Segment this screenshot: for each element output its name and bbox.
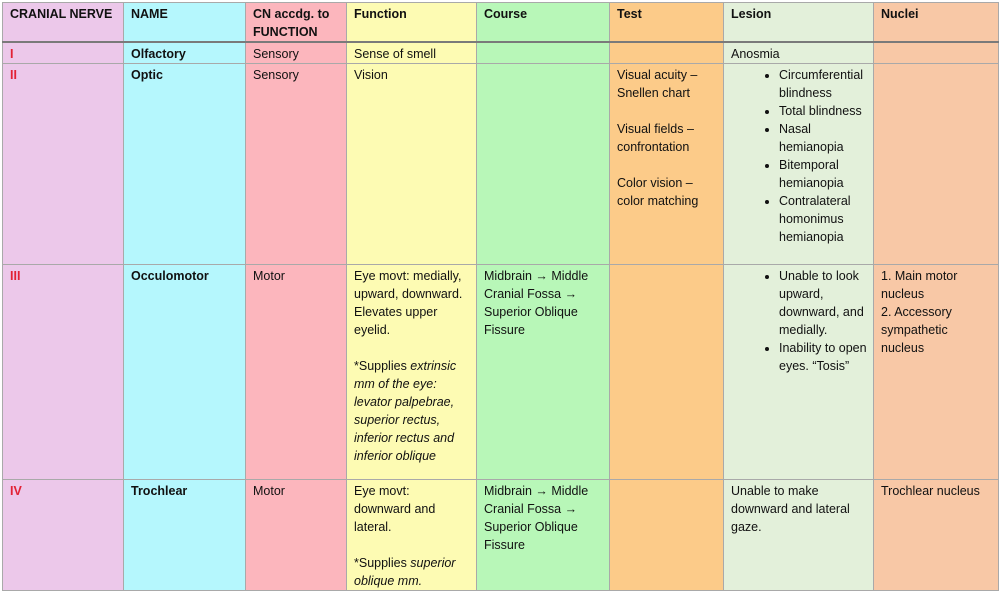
cranial-nerves-table-container xyxy=(2,2,999,591)
function-note-italic: extrinsic mm of the eye: levator palpebrae, superior rectus, inferior rectus and inferior oblique xyxy=(354,359,457,463)
lesion-item: • Bitemporal hemianopia xyxy=(779,156,867,192)
function-text: Eye movt: downward and lateral. xyxy=(354,484,436,534)
function-text: Eye movt: medially, upward, downward. Elevates upper eyelid. xyxy=(354,269,463,337)
function-note xyxy=(354,357,470,465)
header-cn-function: CN accdg. to FUNCTION xyxy=(246,3,347,43)
lesion-item: • Inability to open eyes. “Tosis” xyxy=(779,339,867,375)
lesion-item: • Contralateral homonimus hemianopia xyxy=(779,192,867,246)
nerve-function xyxy=(347,265,477,480)
header-course: Course xyxy=(477,3,610,43)
table-row xyxy=(3,480,999,591)
lesion-list xyxy=(731,267,867,375)
lesion-item: • Circumferential blindness xyxy=(779,66,867,102)
function-text: Vision xyxy=(354,68,388,82)
table-row xyxy=(3,265,999,480)
table-row xyxy=(3,42,999,64)
nerve-nuclei xyxy=(874,480,999,591)
test-item: Visual fields – confrontation xyxy=(617,122,694,154)
header-function: Function xyxy=(347,3,477,43)
header-cranial-nerve: CRANIAL NERVE xyxy=(3,3,124,43)
test-item: Visual acuity – Snellen chart xyxy=(617,68,698,100)
nerve-lesion: Anosmia xyxy=(724,42,874,64)
header-lesion: Lesion xyxy=(724,3,874,43)
nerve-numeral: III xyxy=(3,265,124,480)
nerve-cn-function: Motor xyxy=(246,265,347,480)
header-nuclei: Nuclei xyxy=(874,3,999,43)
header-name: NAME xyxy=(124,3,246,43)
nerve-course xyxy=(477,42,610,64)
nerve-nuclei xyxy=(874,64,999,265)
lesion-item: • Total blindness xyxy=(779,102,867,120)
header-row xyxy=(3,3,999,43)
function-text: Sense of smell xyxy=(354,47,436,61)
function-note xyxy=(354,554,470,590)
nuclei-item: 1. Main motor nucleus xyxy=(881,269,958,301)
cranial-nerves-table xyxy=(2,2,999,591)
nerve-name: Trochlear xyxy=(124,480,246,591)
nerve-numeral: IV xyxy=(3,480,124,591)
nerve-test xyxy=(610,265,724,480)
nerve-name: Optic xyxy=(124,64,246,265)
nuclei-item: Trochlear nucleus xyxy=(881,484,980,498)
lesion-item: • Nasal hemianopia xyxy=(779,120,867,156)
nerve-test xyxy=(610,480,724,591)
header-test: Test xyxy=(610,3,724,43)
function-note-prefix: *Supplies xyxy=(354,359,411,373)
nerve-nuclei xyxy=(874,42,999,64)
lesion-item: • Unable to look upward, downward, and medially. xyxy=(779,267,867,339)
nerve-function xyxy=(347,42,477,64)
nerve-course xyxy=(477,64,610,265)
nerve-name: Olfactory xyxy=(124,42,246,64)
nerve-function xyxy=(347,64,477,265)
nerve-course: Midbrain → Middle Cranial Fossa → Superior Oblique Fissure xyxy=(477,480,610,591)
nerve-numeral: II xyxy=(3,64,124,265)
nerve-name: Occulomotor xyxy=(124,265,246,480)
function-note-italic: superior oblique mm. xyxy=(354,556,456,588)
nerve-course: Midbrain → Middle Cranial Fossa → Superior Oblique Fissure xyxy=(477,265,610,480)
nerve-nuclei xyxy=(874,265,999,480)
lesion-list xyxy=(731,66,867,246)
nerve-cn-function: Motor xyxy=(246,480,347,591)
nerve-function xyxy=(347,480,477,591)
nerve-test xyxy=(610,64,724,265)
nerve-cn-function: Sensory xyxy=(246,64,347,265)
nerve-lesion xyxy=(724,265,874,480)
table-row xyxy=(3,64,999,265)
nerve-lesion xyxy=(724,64,874,265)
test-item: Color vision – color matching xyxy=(617,176,699,208)
nerve-lesion: Unable to make downward and lateral gaze. xyxy=(724,480,874,591)
nuclei-item: 2. Accessory sympathetic nucleus xyxy=(881,305,952,355)
function-note-prefix: *Supplies xyxy=(354,556,411,570)
nerve-test xyxy=(610,42,724,64)
nerve-cn-function: Sensory xyxy=(246,42,347,64)
nerve-numeral: I xyxy=(3,42,124,64)
